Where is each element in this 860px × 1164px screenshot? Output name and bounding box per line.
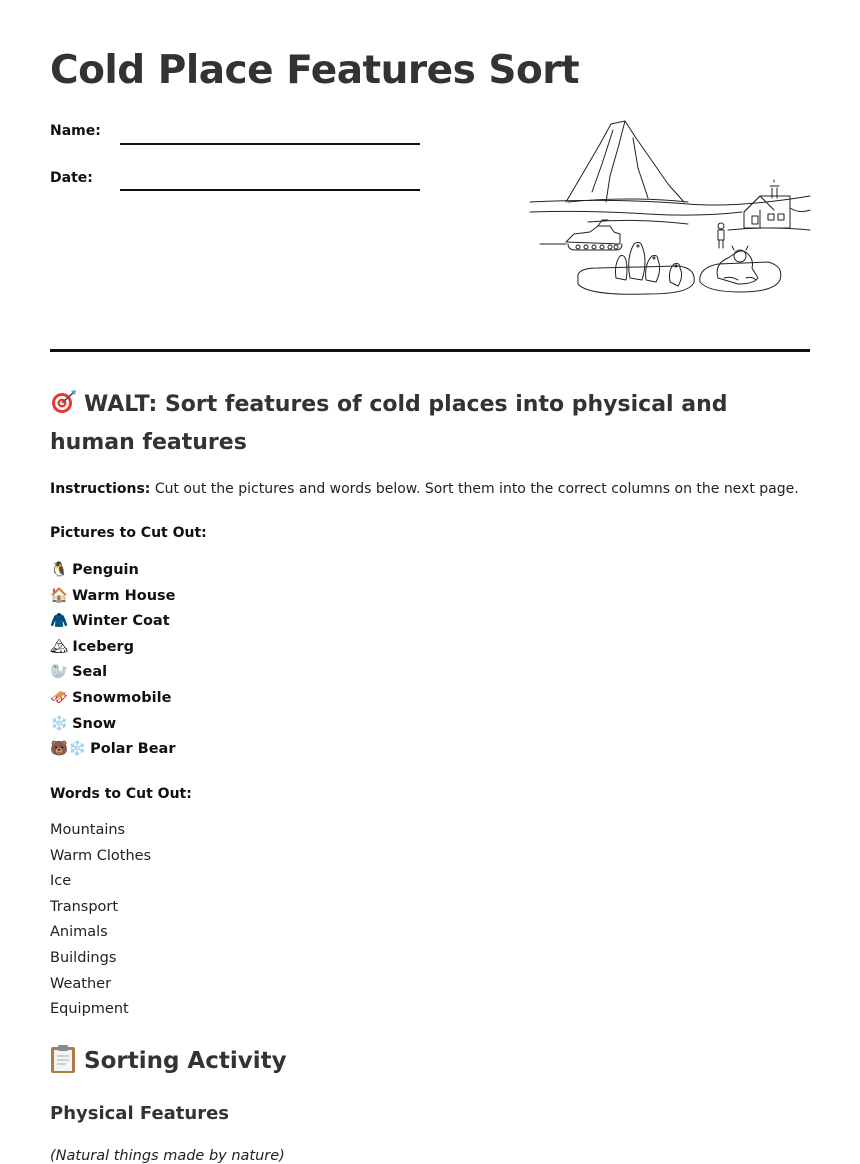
list-item: [50, 609, 176, 635]
page-title: Cold Place Features Sort: [50, 48, 580, 93]
mountain-icon: 🏔: [50, 638, 69, 655]
list-item: [50, 737, 176, 763]
picture-label: Seal: [72, 664, 108, 681]
list-item: Mountains: [50, 822, 126, 838]
walt-heading: [50, 386, 810, 462]
list-item: Buildings: [50, 949, 117, 966]
snowflake-icon: ❄️: [50, 715, 69, 732]
list-item: Ice: [50, 873, 72, 890]
list-item: [50, 686, 176, 712]
instructions: [50, 478, 820, 500]
picture-label: Iceberg: [72, 638, 134, 655]
sorting-title: Sorting Activity: [84, 1048, 287, 1074]
list-item: [50, 660, 176, 686]
list-item: [50, 635, 176, 661]
seal-icon: 🦭: [50, 664, 69, 681]
list-item: Equipment: [50, 1001, 129, 1018]
picture-label: Penguin: [72, 562, 139, 578]
instructions-text: Cut out the pictures and words below. Sort them into the correct columns on the next page.: [154, 481, 799, 497]
target-icon: [50, 389, 78, 415]
picture-label: Polar Bear: [90, 741, 176, 758]
sorting-heading: [50, 1044, 287, 1074]
house-icon: 🏠: [50, 587, 69, 604]
picture-label: Snow: [72, 715, 117, 732]
arctic-scene-illustration: [528, 118, 813, 303]
list-item: [50, 712, 176, 738]
list-item: Transport: [50, 898, 119, 915]
name-label: Name:: [50, 123, 101, 139]
list-item: [50, 558, 176, 584]
pictures-list: [50, 558, 176, 763]
list-item: Weather: [50, 975, 112, 992]
words-list: [50, 818, 151, 1023]
walt-text: WALT: Sort features of cold places into physical and human features: [50, 392, 728, 455]
list-item: Animals: [50, 924, 108, 941]
physical-features-heading: Physical Features: [50, 1103, 230, 1124]
date-field[interactable]: [120, 189, 420, 191]
clipboard-icon: [50, 1044, 76, 1074]
physical-features-note: (Natural things made by nature): [50, 1148, 285, 1164]
polar-bear-icon: 🐻❄️: [50, 741, 87, 758]
picture-label: Warm House: [72, 587, 176, 604]
divider-rule: [50, 349, 810, 352]
date-label: Date:: [50, 170, 93, 186]
instructions-label: Instructions:: [50, 481, 151, 497]
penguin-icon: 🐧: [50, 562, 69, 578]
coat-icon: 🧥: [50, 613, 69, 630]
picture-label: Snowmobile: [72, 689, 172, 706]
pictures-heading: Pictures to Cut Out:: [50, 525, 207, 541]
sled-icon: 🛷: [50, 689, 69, 706]
picture-label: Winter Coat: [72, 613, 170, 630]
list-item: [50, 584, 176, 610]
words-heading: Words to Cut Out:: [50, 786, 192, 802]
list-item: Warm Clothes: [50, 847, 152, 864]
name-field[interactable]: [120, 143, 420, 145]
